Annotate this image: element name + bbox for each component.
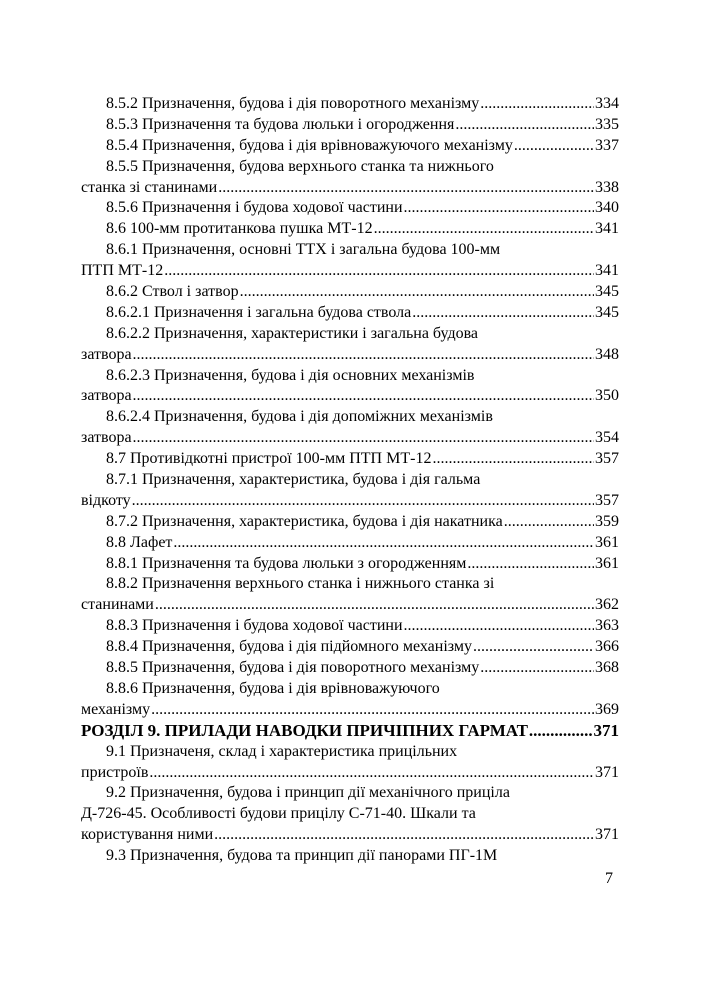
toc-entry-title: 8.5.6 Призначення і будова ходової частини xyxy=(106,199,403,217)
toc-leader-dots xyxy=(412,303,594,324)
toc-entry-page: 345 xyxy=(595,303,619,321)
toc-entry-title: станка зі станинами xyxy=(81,178,218,196)
toc-leader-dots xyxy=(480,658,594,679)
toc-entry xyxy=(81,533,619,554)
toc-entry xyxy=(81,94,619,115)
toc-entry-title: 9.2 Призначення, будова і принцип дії механічного прицілa xyxy=(106,784,510,802)
toc-entry xyxy=(81,658,619,679)
toc-entry xyxy=(81,407,619,428)
toc-entry-page: 371 xyxy=(593,720,619,740)
toc-entry xyxy=(81,679,619,700)
toc-entry-page: 341 xyxy=(595,262,619,280)
toc-entry-page: 341 xyxy=(595,220,619,238)
toc-entry-title: 8.5.2 Призначення, будова і дія поворотного механізму xyxy=(106,95,480,112)
toc-leader-dots xyxy=(467,554,594,575)
toc-entry-page: 359 xyxy=(595,512,619,530)
toc-entry xyxy=(81,261,619,282)
toc-entry xyxy=(81,825,619,846)
toc-entry-title: 9.1 Призначеня, склад і характеристика прицільних xyxy=(106,742,458,760)
toc-entry-page: 334 xyxy=(595,95,619,112)
toc-leader-dots xyxy=(132,491,594,512)
toc-entry-title: відкоту xyxy=(81,491,131,509)
toc-entry-page: 361 xyxy=(595,533,619,551)
toc-entry-title: 8.6.2.4 Призначення, будова і дія допоміжних механізмів xyxy=(106,408,493,426)
toc-leader-dots xyxy=(151,700,594,721)
toc-entry xyxy=(81,574,619,595)
toc-entry-page: 361 xyxy=(595,554,619,572)
toc-leader-dots xyxy=(164,261,594,282)
toc-entry xyxy=(81,366,619,387)
toc-entry-page: 362 xyxy=(595,596,619,614)
toc-entry xyxy=(81,804,619,825)
toc-leader-dots xyxy=(218,178,594,199)
toc-entry-title: затвора xyxy=(81,387,132,405)
toc-entry xyxy=(81,449,619,470)
toc-entry xyxy=(81,282,619,303)
toc-entry-title: 8.5.3 Призначення та будова люльки і огородження xyxy=(106,115,455,133)
toc-entry-page: 369 xyxy=(595,700,619,718)
toc-entry-title: 8.5.4 Призначення, будова і дія врівноважуючого механізму xyxy=(106,136,513,154)
toc-entry xyxy=(81,846,619,867)
toc-entry-page: 357 xyxy=(595,450,619,468)
toc-entry-title: 8.6.2 Ствол і затвор xyxy=(106,283,239,301)
toc-entry-page: 363 xyxy=(595,617,619,635)
toc-entry-page: 371 xyxy=(595,826,619,844)
toc-entry-title: РОЗДІЛ 9. ПРИЛАДИ НАВОДКИ ПРИЧІПНИХ ГАРМАТ xyxy=(81,720,528,740)
toc-entry xyxy=(81,303,619,324)
toc-entry-title: ПТП МТ-12 xyxy=(81,262,164,280)
toc-entry-title: затвора xyxy=(81,345,132,363)
toc-entry-page: 371 xyxy=(595,763,619,781)
toc-entry-title: затвора xyxy=(81,429,132,447)
toc-entry xyxy=(81,637,619,658)
toc-entry-title: 8.8.1 Призначення та будова люльки з огородженням xyxy=(106,554,467,572)
toc-entry xyxy=(81,240,619,261)
toc-entry-title: Д-726-45. Особливості будови прицілу С-71-40. Шкали та xyxy=(81,805,476,823)
toc-leader-dots xyxy=(432,449,594,470)
toc-entry-title: 8.5.5 Призначення, будова верхнього станка та нижнього xyxy=(106,157,494,175)
toc-entry-title: 8.8 Лафет xyxy=(106,533,173,551)
toc-leader-dots xyxy=(473,637,594,658)
toc-entry xyxy=(81,157,619,178)
toc-entry-page: 350 xyxy=(595,387,619,405)
toc-leader-dots xyxy=(173,533,594,554)
toc-entry-title: 8.6 100-мм протитанкова пушка МТ-12 xyxy=(106,220,373,238)
toc-entry-page: 366 xyxy=(595,638,619,656)
toc-entry xyxy=(81,136,619,157)
toc-leader-dots xyxy=(133,428,594,449)
toc-leader-dots xyxy=(514,136,594,157)
toc-leader-dots xyxy=(374,219,594,240)
toc-leader-dots xyxy=(214,825,594,846)
toc-entry-title: користування ними xyxy=(81,826,214,844)
toc-leader-dots xyxy=(133,386,594,407)
toc-entry-page: 340 xyxy=(595,199,619,217)
toc-leader-dots xyxy=(149,763,594,784)
toc-entry xyxy=(81,700,619,721)
toc-entry xyxy=(81,345,619,366)
toc-entry-title: механізму xyxy=(81,700,151,718)
toc-entry-page: 337 xyxy=(595,136,619,154)
toc-entry xyxy=(81,512,619,533)
toc-entry-page: 345 xyxy=(595,283,619,301)
toc-entry xyxy=(81,470,619,491)
toc-entry-title: 8.8.2 Призначення верхнього станка і нижнього станка зі xyxy=(106,575,495,593)
toc-entry-title: 8.7.2 Призначення, характеристика, будова і дія накатника xyxy=(106,512,503,530)
toc-entry-page: 338 xyxy=(595,178,619,196)
toc-entry xyxy=(81,219,619,240)
toc-entry xyxy=(81,178,619,199)
toc-entry-title: 8.6.1 Призначення, основні ТТХ і загальна будова 100-мм xyxy=(106,241,501,259)
toc-entry-title: 8.8.4 Призначення, будова і дія підйомного механізму xyxy=(106,638,472,656)
toc-entry xyxy=(81,198,619,219)
toc-entry-title: станинами xyxy=(81,596,154,614)
toc-entry-title: 8.6.2.3 Призначення, будова і дія основних механізмів xyxy=(106,366,475,384)
toc-entry-title: 8.8.3 Призначення і будова ходової частини xyxy=(106,617,403,635)
toc-entry xyxy=(81,324,619,345)
toc-entry-title: 8.6.2.2 Призначення, характеристики і загальна будова xyxy=(106,324,479,342)
toc-leader-dots xyxy=(404,198,594,219)
toc-entry xyxy=(81,115,619,136)
toc-entry-title: 8.8.6 Призначення, будова і дія врівноважуючого xyxy=(106,679,440,697)
table-of-contents xyxy=(81,94,619,867)
toc-entry xyxy=(81,428,619,449)
toc-entry-title: 8.6.2.1 Призначення і загальна будова ствола xyxy=(106,303,412,321)
toc-leader-dots xyxy=(529,721,593,742)
toc-entry-page: 357 xyxy=(595,491,619,509)
toc-entry-title: 8.7.1 Призначення, характеристика, будова і дія гальма xyxy=(106,471,481,489)
page-number: 7 xyxy=(605,870,613,887)
toc-entry-page: 348 xyxy=(595,345,619,363)
toc-entry-page: 354 xyxy=(595,429,619,447)
toc-entry xyxy=(81,763,619,784)
toc-leader-dots xyxy=(480,94,594,115)
toc-leader-dots xyxy=(455,115,594,136)
toc-entry-page: 368 xyxy=(595,659,619,677)
toc-entry xyxy=(81,386,619,407)
toc-entry xyxy=(81,742,619,763)
toc-entry xyxy=(81,616,619,637)
toc-leader-dots xyxy=(155,595,594,616)
toc-entry-title: пристроїв xyxy=(81,763,149,781)
toc-leader-dots xyxy=(504,512,594,533)
toc-entry-title: 8.7 Противідкотні пристрої 100-мм ПТП МТ-12 xyxy=(106,450,432,468)
toc-entry xyxy=(81,595,619,616)
toc-leader-dots xyxy=(240,282,594,303)
toc-entry-title: 9.3 Призначення, будова та принцип дії панорами ПГ-1М xyxy=(106,847,498,865)
toc-entry-title: 8.8.5 Призначення, будова і дія поворотного механізму xyxy=(106,659,480,677)
toc-entry xyxy=(81,491,619,512)
toc-leader-dots xyxy=(404,616,594,637)
toc-entry xyxy=(81,554,619,575)
toc-entry xyxy=(81,783,619,804)
toc-entry-page: 335 xyxy=(595,115,619,133)
toc-leader-dots xyxy=(133,345,594,366)
toc-section-heading xyxy=(81,721,619,742)
